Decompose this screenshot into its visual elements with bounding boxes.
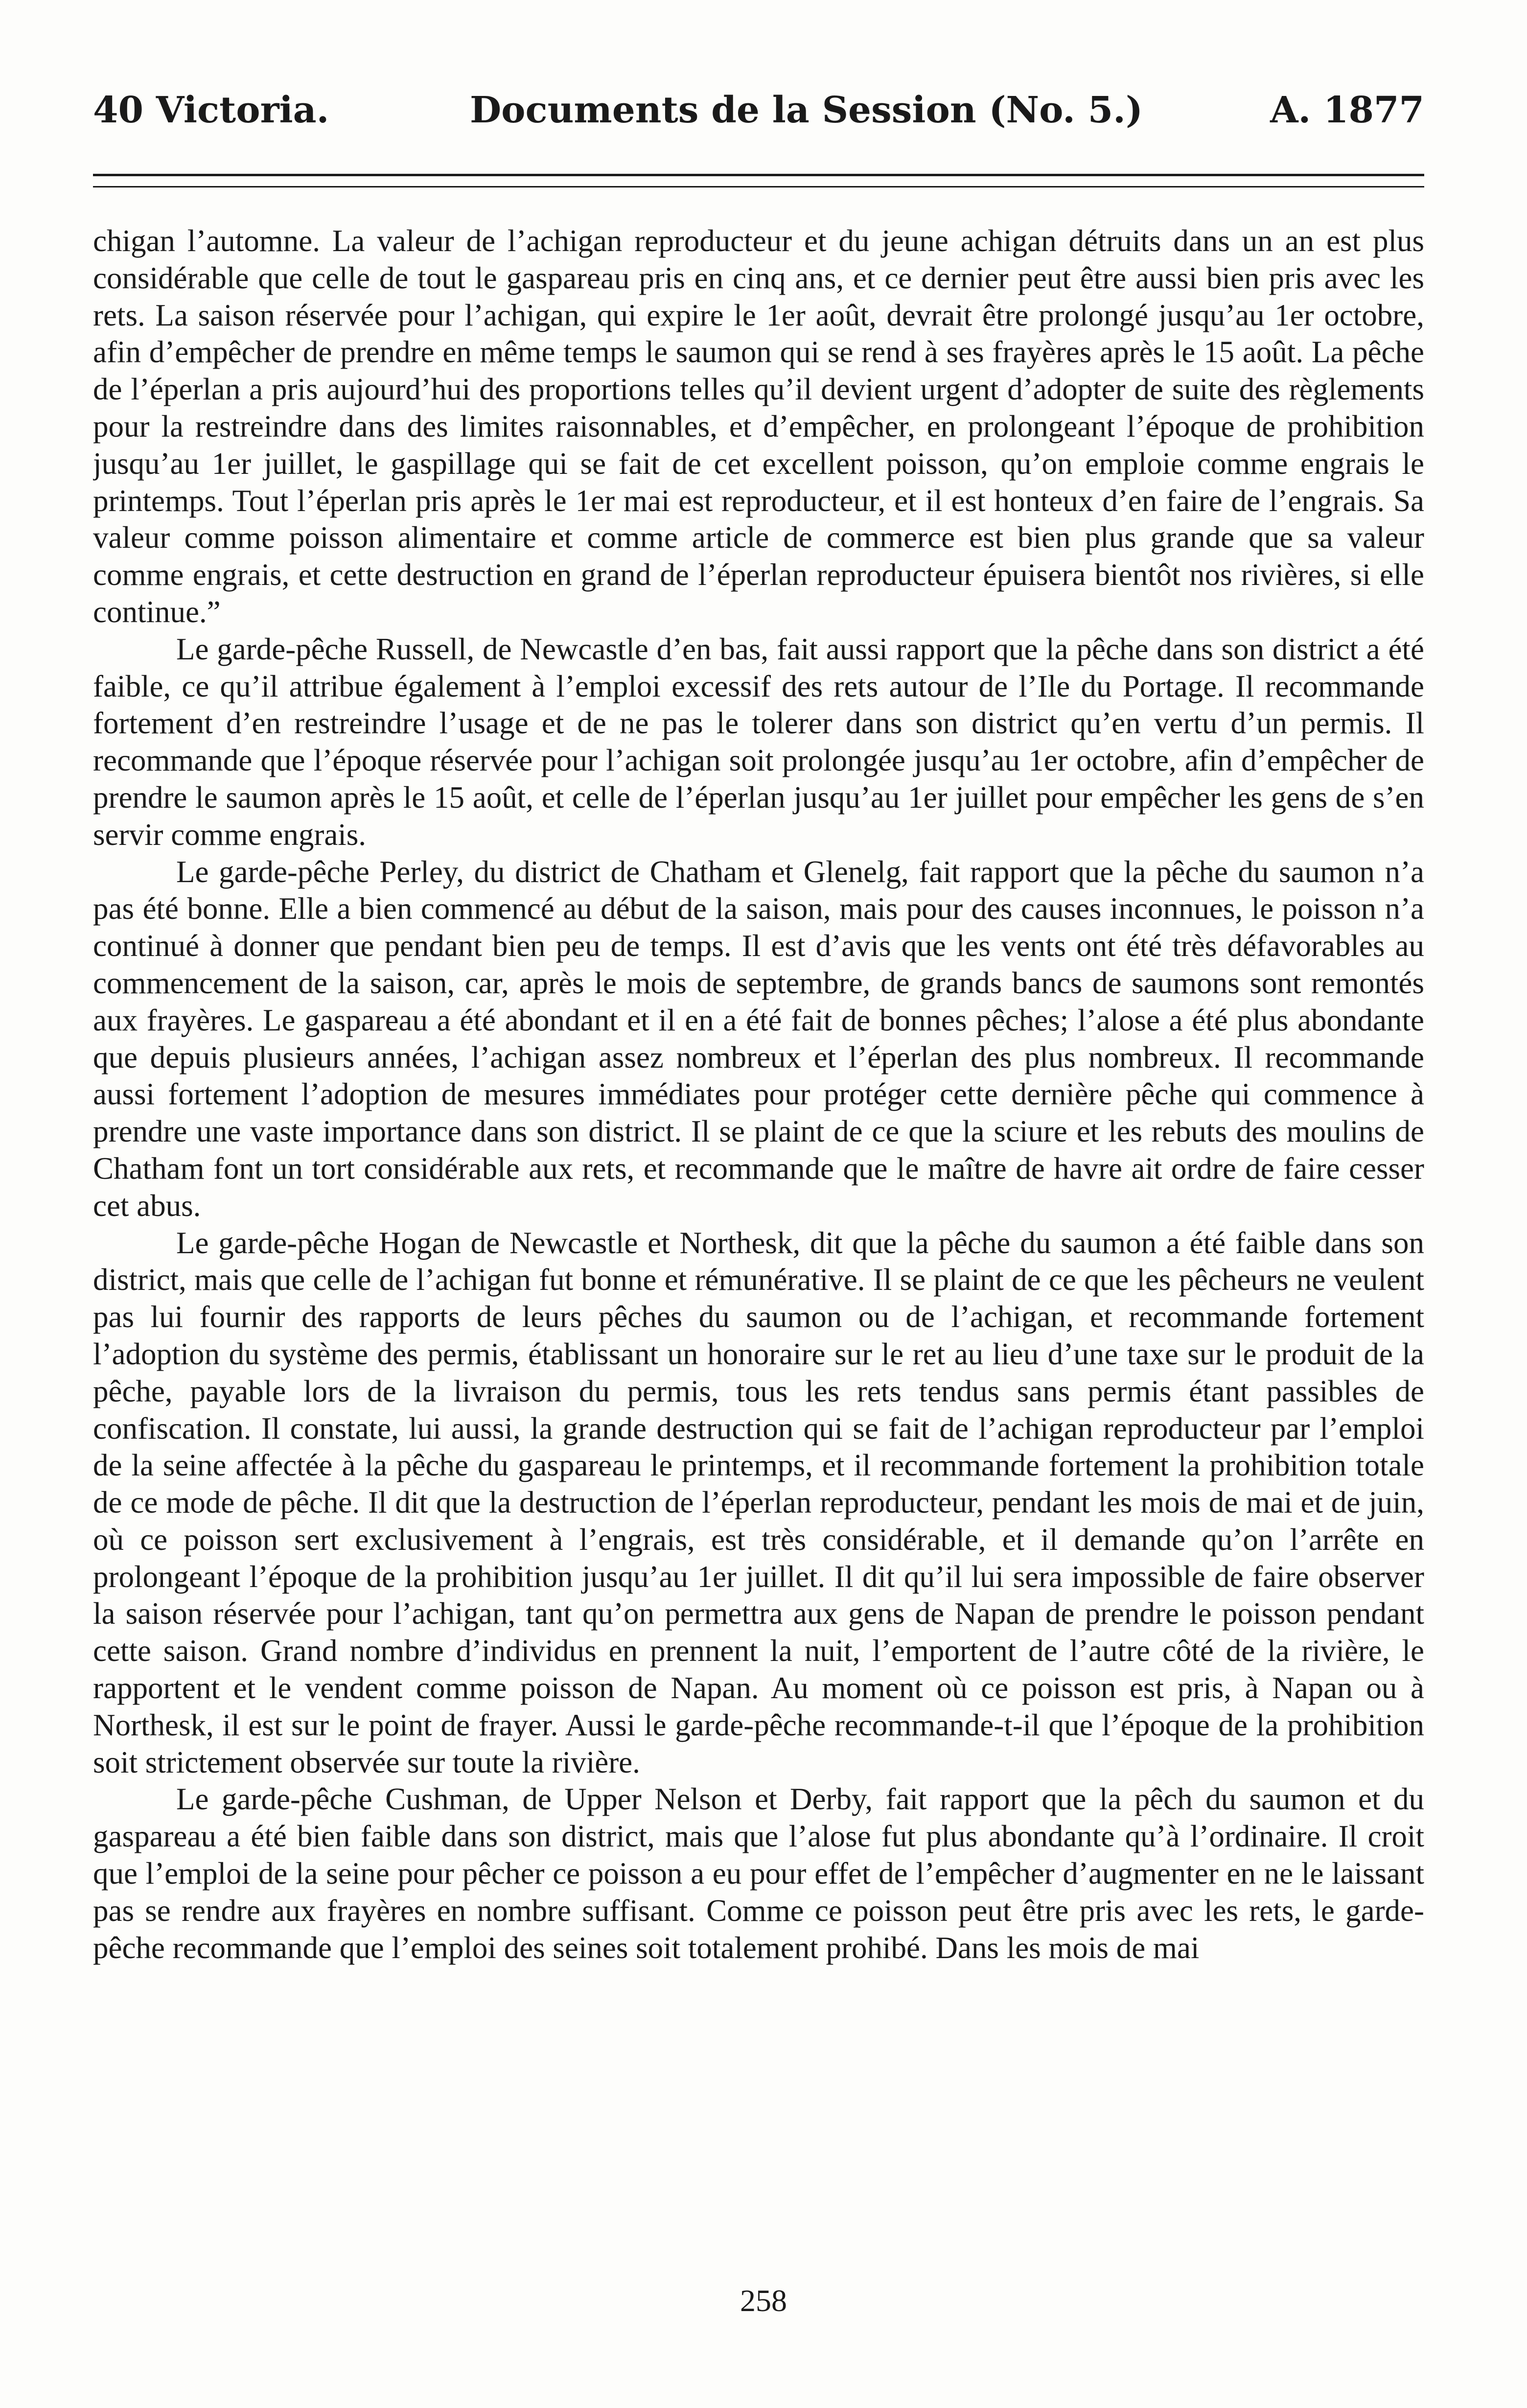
paragraph-russell: Le garde-pêche Russell, de Newcastle d’en bas, fait aussi rapport que la pêche dans son district a été faible, ce qu’il attribue également à l’emploi excessif des rets autour de l’Ile du Portage. Il recommande fortement d’en restreindre l’usage et de ne pas le tolerer dans son district qu’en vertu d’un permis. Il recommande que l’époque réservée pour l’achigan soit prolongée jusqu’au 1er octobre, afin d’empêcher de prendre le saumon après le 15 août, et celle de l’éperlan jusqu’au 1er juillet pour empêcher les gens de s’en servir comme engrais.	[93, 631, 1424, 852]
paragraph-cushman: Le garde-pêche Cushman, de Upper Nelson et Derby, fait rapport que la pêch du saumon et du gaspareau a été bien faible dans son district, mais que l’alose fut plus abondante qu’à l’ordinaire. Il croit que l’emploi de la seine pour pêcher ce poisson a eu pour effet de l’empêcher d’augmenter en ne le laissant pas se rendre aux frayères en nombre suffisant. Comme ce poisson peut être pris avec les rets, le garde-pêche recommande que l’emploi des seines soit totalement prohibé. Dans les mois de mai	[93, 1782, 1424, 1965]
paragraph-continuation: chigan l’automne. La valeur de l’achigan reproducteur et du jeune achigan détruits dans un an est plus considérable que celle de tout le gaspareau pris en cinq ans, et ce dernier peut être aussi bien pris avec les rets. La saison réservée pour l’achigan, qui expire le 1er août, devrait être prolongé jusqu’au 1er octobre, afin d’empêcher de prendre en même temps le saumon qui se rend à ses frayères après le 15 août. La pêche de l’éperlan a pris aujourd’hui des proportions telles qu’il devient urgent d’adopter de suite des règlements pour la restreindre dans des limites raisonnables, et d’empêcher, en prolongeant l’époque de prohibition jusqu’au 1er juillet, le gaspillage qui se fait de cet excellent poisson, qu’on emploie comme engrais le printemps. Tout l’éperlan pris après le 1er mai est reproducteur, et il est honteux d’en faire de l’engrais. Sa valeur comme poisson alimentaire et comme article de commerce est bien plus grande que sa valeur comme engrais, et cette destruction en grand de l’éperlan reproducteur épuisera bientôt nos rivières, si elle continue.”	[93, 224, 1424, 629]
running-header	[93, 73, 1424, 142]
body-text	[93, 223, 1424, 2269]
paragraph-perley: Le garde-pêche Perley, du district de Chatham et Glenelg, fait rapport que la pêche du saumon n’a pas été bonne. Elle a bien commencé au début de la saison, mais pour des causes inconnues, le poisson n’a continué à donner que pendant bien peu de temps. Il est d’avis que les vents ont été très défavorables au commencement de la saison, car, après le mois de septembre, de grands bancs de saumons sont remontés aux frayères. Le gaspareau a été abondant et il en a été fait de bonnes pêches; l’alose a été plus abondante que depuis plusieurs années, l’achigan assez nombreux et l’éperlan des plus nombreux. Il recommande aussi fortement l’adoption de mesures immédiates pour protéger cette dernière pêche qui commence à prendre une vaste importance dans son district. Il se plaint de ce que la sciure et les rebuts des moulins de Chatham font un tort considérable aux rets, et recommande que le maître de havre ait ordre de faire cesser cet abus.	[93, 854, 1424, 1223]
header-volume: 40 Victoria.	[93, 89, 329, 131]
header-year: A. 1877	[1270, 89, 1424, 131]
header-rule-thin	[93, 186, 1424, 187]
paragraph-hogan: Le garde-pêche Hogan de Newcastle et Northesk, dit que la pêche du saumon a été faible dans son district, mais que celle de l’achigan fut bonne et rémunérative. Il se plaint de ce que les pêcheurs ne veulent pas lui fournir des rapports de leurs pêches du saumon ou de l’achigan, et recommande fortement l’adoption du système des permis, établissant un honoraire sur le ret au lieu d’une taxe sur le produit de la pêche, payable lors de la livraison du permis, tous les rets tendus sans permis étant passibles de confiscation. Il constate, lui aussi, la grande destruction qui se fait de l’achigan reproducteur par l’emploi de la seine affectée à la pêche du gaspareau le printemps, et il recommande fortement la prohibition totale de ce mode de pêche. Il dit que la destruction de l’éperlan reproducteur, pendant les mois de mai et de juin, où ce poisson sert exclusivement à l’engrais, est très considérable, et il demande qu’on l’arrête en prolongeant l’époque de la prohibition jusqu’au 1er juillet. Il dit qu’il lui sera impossible de faire observer la saison réservée pour l’achigan, tant qu’on permettra aux gens de Napan de prendre le poisson pendant cette saison. Grand nombre d’individus en prennent la nuit, l’emportent de l’autre côté de la rivière, le rapportent et le vendent comme poisson de Napan. Au moment où ce poisson est pris, à Napan ou à Northesk, il est sur le point de frayer. Aussi le garde-pêche recommande-t-il que l’époque de la prohibition soit strictement observée sur toute la rivière.	[93, 1225, 1424, 1779]
header-title: Documents de la Session (No. 5.)	[470, 89, 1143, 131]
page-number: 258	[740, 2283, 787, 2318]
header-rule-thick	[93, 174, 1424, 176]
